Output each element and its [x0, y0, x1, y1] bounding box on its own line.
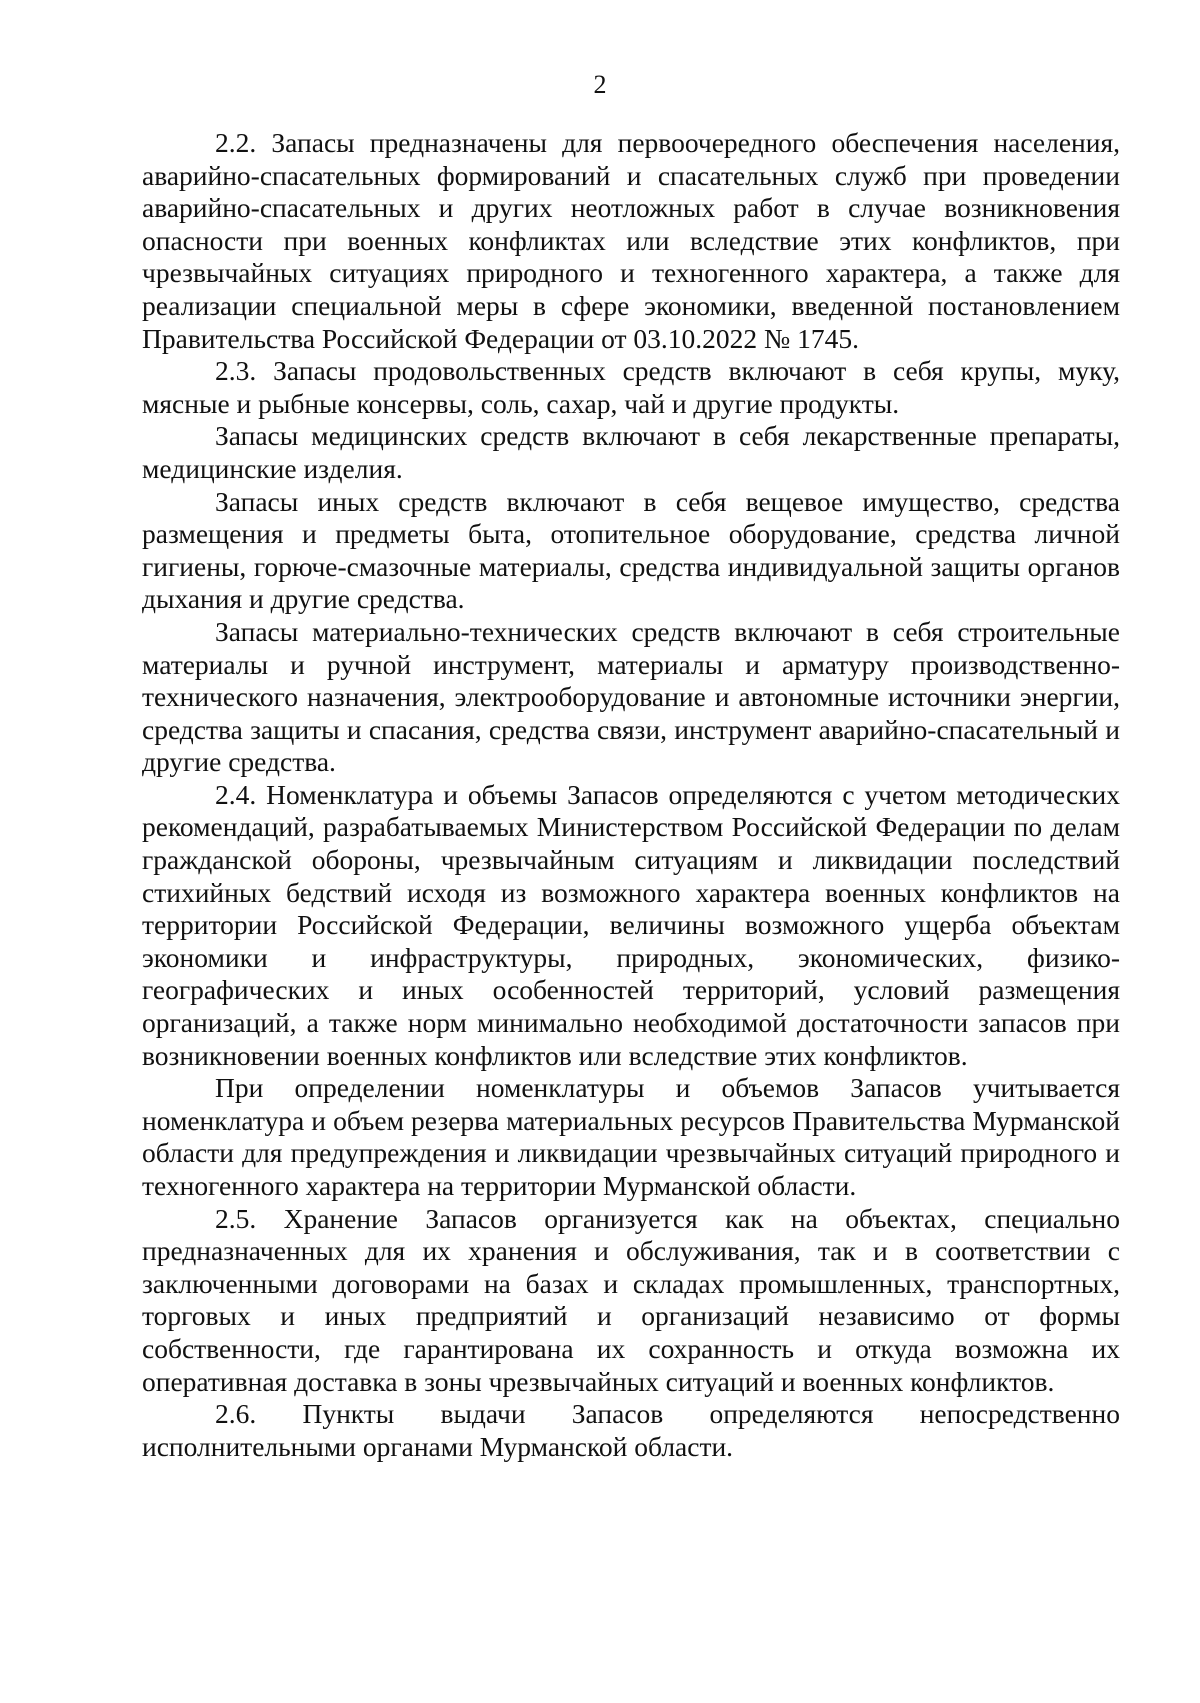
paragraph-2-2: 2.2. Запасы предназначены для первоочередного обеспечения населения, аварийно-спасательных формирований и спасательных служб при проведении аварийно-спасательных и других неотложных работ в случае возникновения опасности при военных конфликтах или вследствие этих конфликтов, при чрезвычайных ситуациях природного и техногенного характера, а также для реализации специальной меры в сфере экономики, введенной постановлением Правительства Российской Федерации от 03.10.2022 № 1745.: [142, 127, 1120, 354]
paragraph-technical-supplies: Запасы материально-технических средств включают в себя строительные материалы и ручной инструмент, материалы и арматуру производственно-технического назначения, электрооборудование и автономные источники энергии, средства защиты и спасания, средства связи, инструмент аварийно-спасательный и другие средства.: [142, 615, 1120, 778]
document-body: [142, 127, 1120, 1463]
paragraph-2-6: 2.6. Пункты выдачи Запасов определяются непосредственно исполнительными органами Мурманской области.: [142, 1398, 1120, 1462]
paragraph-2-5: 2.5. Хранение Запасов организуется как на объектах, специально предназначенных для их хранения и обслуживания, так и в соответствии с заключенными договорами на базах и складах промышленных, транспортных, торговых и иных предприятий и организаций независимо от формы собственности, где гарантирована их сохранность и откуда возможна их оперативная доставка в зоны чрезвычайных ситуаций и военных конфликтов.: [142, 1202, 1120, 1397]
paragraph-nomenclature-reserve: При определении номенклатуры и объемов Запасов учитывается номенклатура и объем резерва материальных ресурсов Правительства Мурманской области для предупреждения и ликвидации чрезвычайных ситуаций природного и техногенного характера на территории Мурманской области.: [142, 1072, 1120, 1201]
page-number: 2: [593, 70, 607, 99]
paragraph-2-4: 2.4. Номенклатура и объемы Запасов определяются с учетом методических рекомендаций, разрабатываемых Министерством Российской Федерации по делам гражданской обороны, чрезвычайным ситуациям и ликвидации последствий стихийных бедствий исходя из возможного характера военных конфликтов на территории Российской Федерации, величины возможного ущерба объектам экономики и инфраструктуры, природных, экономических, физико-географических и иных особенностей территорий, условий размещения организаций, а также норм минимально необходимой достаточности запасов при возникновении военных конфликтов или вследствие этих конфликтов.: [142, 778, 1120, 1071]
paragraph-2-3: 2.3. Запасы продовольственных средств включают в себя крупы, муку, мясные и рыбные консервы, соль, сахар, чай и другие продукты.: [142, 355, 1120, 419]
paragraph-other-supplies: Запасы иных средств включают в себя вещевое имущество, средства размещения и предметы быта, отопительное оборудование, средства личной гигиены, горюче-смазочные материалы, средства индивидуальной защиты органов дыхания и другие средства.: [142, 485, 1120, 615]
paragraph-medical-supplies: Запасы медицинских средств включают в себя лекарственные препараты, медицинские изделия.: [142, 420, 1120, 484]
